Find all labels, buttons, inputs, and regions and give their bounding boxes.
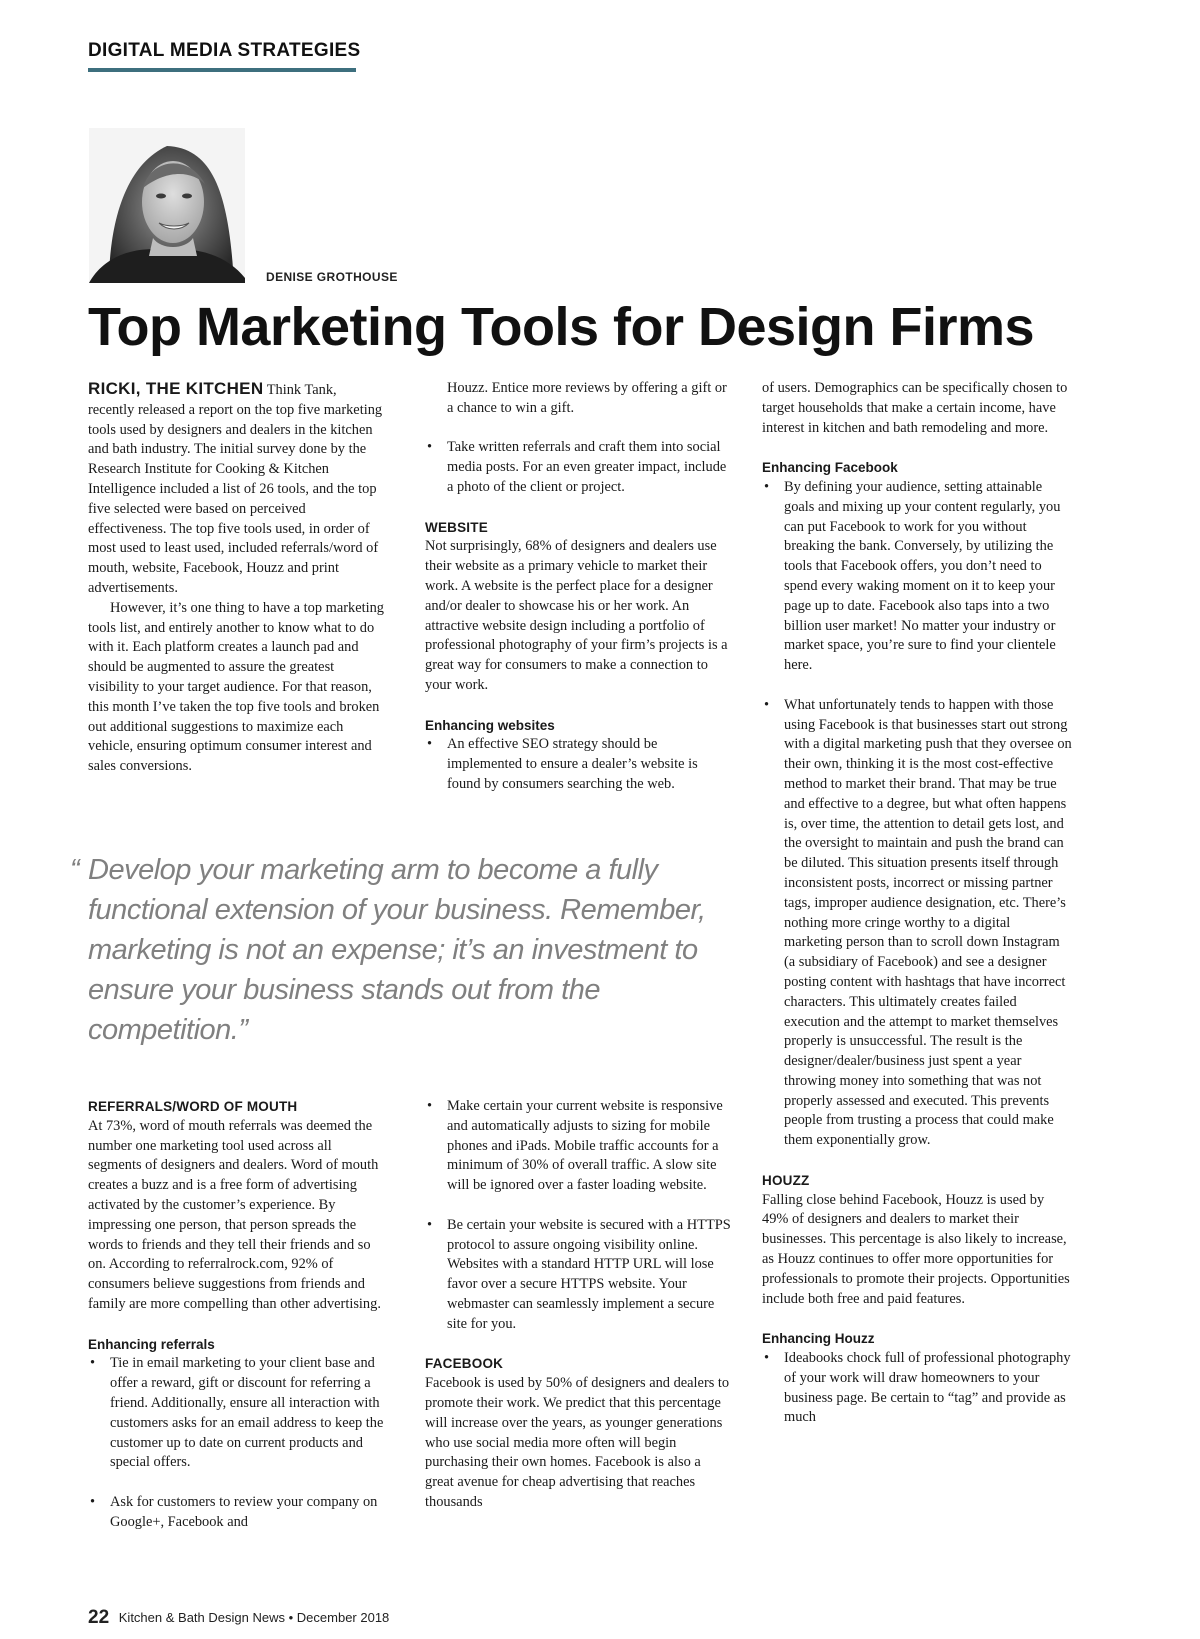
page-footer (88, 1607, 389, 1629)
bullet-dot: • (764, 1350, 770, 1367)
bullet-item (425, 1097, 733, 1196)
bullet-dot: • (427, 1216, 433, 1233)
author-headshot-image (89, 128, 245, 283)
section-rule (88, 68, 356, 72)
pull-quote (70, 850, 710, 1050)
column-1-bottom (88, 1097, 386, 1533)
bullet-dot: • (764, 478, 770, 495)
body-paragraph: Facebook is used by 50% of designers and dealers to promote their work. We predict that this percentage will increase over the years, as younger generations who use social media more often will begin purchasing their own homes. Facebook is also a great avenue for cheap advertising that reaches thousands (425, 1375, 730, 1510)
bullet-item (762, 696, 1072, 1151)
subheading: Enhancing Facebook (762, 460, 898, 476)
bullet-text: Ask for customers to review your company on Google+, Facebook and (110, 1493, 378, 1530)
intro-paragraph (88, 379, 386, 599)
publication-name: Kitchen & Bath Design News (118, 1610, 285, 1625)
section-label: DIGITAL MEDIA STRATEGIES (88, 40, 361, 61)
bullet-text: Be certain your website is secured with a HTTPS protocol to assure ongoing visibility online. Websites with a standard HTTP URL will lose favor over a secure HTTPS website. Your webmaster can seamlessly implement a secure site for you. (447, 1216, 731, 1332)
column-1-top (88, 379, 386, 777)
subheading: Enhancing Houzz (762, 1331, 875, 1347)
bullet-dot: • (764, 696, 770, 713)
author-headshot (89, 128, 245, 283)
issue-date: December 2018 (296, 1610, 390, 1625)
subheading: Enhancing referrals (88, 1336, 215, 1352)
bullet-item (88, 1493, 386, 1533)
bullet-text: By defining your audience, setting attainable goals and mixing up your content regularly, you can put Facebook to work for you without breaking the bank. Conversely, by utilizing the tools that Facebook offers, you don’t need to spend every waking moment on it to keep your page up to date. Facebook also taps into a two billion user market! No matter your industry or market space, you’re sure to find your clientele here. (784, 478, 1061, 674)
body-paragraph: Falling close behind Facebook, Houzz is used by 49% of designers and dealers to market their businesses. This percentage is also likely to increase, as Houzz continues to offer more opportunities for professionals to promote their projects. Opportunities include both free and paid features. (762, 1191, 1070, 1307)
bullet-text: An effective SEO strategy should be implemented to ensure a dealer’s website is found by consumers searching the web. (447, 736, 698, 792)
section-heading: WEBSITE (425, 519, 488, 535)
continued-bullet-text: Houzz. Entice more reviews by offering a gift or a chance to win a gift. (447, 380, 727, 416)
bullet-dot: • (427, 439, 433, 456)
bullet-text: Ideabooks chock full of professional photography of your work will draw homeowners to your business page. Be certain to “tag” and provide as much (784, 1350, 1071, 1426)
bullet-dot: • (427, 1098, 433, 1114)
bullet-item (762, 478, 1072, 676)
bullet-item (88, 1354, 386, 1473)
bullet-dot: • (90, 1355, 96, 1372)
section-heading: FACEBOOK (425, 1356, 504, 1372)
bullet-text: What unfortunately tends to happen with those using Facebook is that businesses start out strong with a digital marketing push that they oversee on their own, thinking it is the most cost-effective method to market their brand. That may be true and effective to a degree, but what often happens is, over time, the attention to detail gets lost, and the oversight to maintain and push the brand can be diluted. This situation presents itself through inconsistent posts, incorrect or missing partner tags, improper audience designation, etc. There’s nothing more cringe worthy to a digital marketing person than to scroll down Instagram (a subsidiary of Facebook) and see a designer posting content with hashtags that have incorrect characters. This ultimately creates failed execution and the attempt to market themselves properly is unsuccessful. The result is the designer/dealer/business just spent a year throwing money into something that was not properly assessed and executed. This prevents people from trusting a process that could make them exponentially grow. (784, 696, 1072, 1149)
bullet-item (762, 1349, 1072, 1428)
pull-quote-open-mark: “ (70, 854, 80, 886)
bullet-dot: • (90, 1493, 96, 1510)
bullet-text: Take written referrals and craft them into social media posts. For an even greater impact, include a photo of the client or project. (447, 439, 727, 495)
author-name: DENISE GROTHOUSE (266, 270, 398, 284)
page-number: 22 (88, 1607, 110, 1628)
body-paragraph: Not surprisingly, 68% of designers and dealers use their website as a primary vehicle to market their work. A website is the perfect place for a designer and/or dealer to showcase his or her work. An attractive website design including a portfolio of professional photography of your firm’s projects is a great way for consumers to make a connection to your work. (425, 538, 728, 693)
bullet-text: Tie in email marketing to your client base and offer a reward, gift or discount for referring a friend. Additionally, ensure all interaction with customers asks for an email address to keep the customer up to date on current products and special offers. (110, 1355, 384, 1471)
bullet-item (425, 438, 733, 497)
bullet-text: Make certain your current website is responsive and automatically adjusts to sizing for mobile phones and iPads. Mobile traffic accounts for a minimum of 30% of overall traffic. A slow site will be ignored over a faster loading website. (447, 1098, 723, 1194)
continued-paragraph: of users. Demographics can be specifically chosen to target households that make a certain income, have interest in kitchen and bath remodeling and more. (762, 380, 1068, 436)
column-2-top (425, 379, 733, 795)
article-headline: Top Marketing Tools for Design Firms (88, 297, 1035, 357)
lead-in: RICKI, THE KITCHEN (88, 379, 264, 398)
body-paragraph: At 73%, word of mouth referrals was deemed the number one marketing tool used across all segments of designers and dealers. Word of mouth creates a buzz and is a free form of advertising activated by the customer’s experience. By impressing one person, that person spreads the words to friends and they tell their friends and so on. According to referralrock.com, 92% of consumers believe suggestions from friends and family are more compelling than other advertising. (88, 1117, 381, 1312)
section-heading: HOUZZ (762, 1172, 810, 1188)
pull-quote-text: Develop your marketing arm to become a fully functional extension of your business. Remember, marketing is not an expense; it’s an investment to ensure your business stands out from the competition.” (88, 854, 706, 1046)
bullet-dot: • (427, 736, 433, 753)
footer-separator: • (288, 1610, 294, 1625)
section-heading: REFERRALS/WORD OF MOUTH (88, 1099, 298, 1114)
intro-text: Think Tank, recently released a report on the top five marketing tools used by designers and dealers in the kitchen and bath industry. The initial survey done by the Research Institute for Cooking & Kitchen Intelligence included a list of 26 tools, and the top five selected were based on perceived effectiveness. The top five tools used, in order of most used to least used, included referrals/word of mouth, website, Facebook, Houzz and print advertisements. (88, 382, 383, 596)
bullet-item (425, 735, 733, 794)
body-paragraph: However, it’s one thing to have a top marketing tools list, and entirely another to know what to do with it. Each platform creates a launch pad and should be augmented to assure the greatest visibility to your target audience. For that reason, this month I’ve taken the top five tools and broken out additional suggestions to maximize each vehicle, ensuring optimum consumer interest and sales conversions. (88, 599, 384, 775)
subheading: Enhancing websites (425, 717, 555, 733)
column-2-bottom (425, 1097, 733, 1513)
column-3 (762, 379, 1072, 1428)
bullet-item (425, 1216, 733, 1335)
